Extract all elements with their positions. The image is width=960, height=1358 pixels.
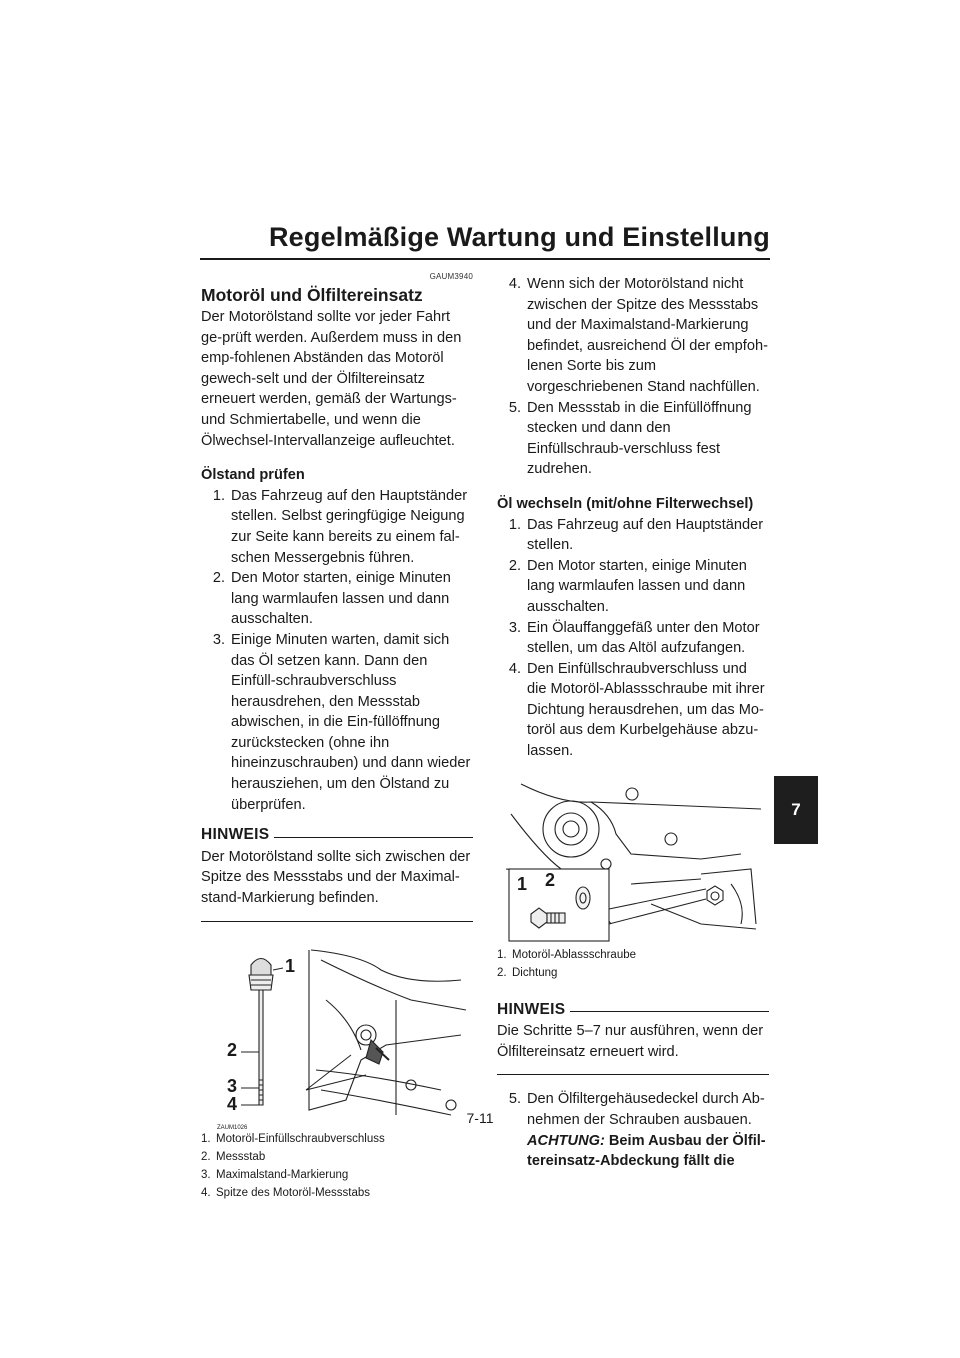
note-label: HINWEIS xyxy=(201,826,270,844)
caption-item: 3. Maximalstand-Markierung xyxy=(201,1168,349,1181)
note-header xyxy=(497,1000,769,1021)
warning-label: ACHTUNG: xyxy=(527,1132,605,1149)
callout-1: 1 xyxy=(285,955,296,976)
caption-item: 4. Spitze des Motoröl-Messstabs xyxy=(201,1186,371,1199)
caption-item: 2. Dichtung xyxy=(497,966,558,979)
callout-1: 1 xyxy=(517,873,528,894)
note-text: Die Schritte 5–7 nur ausführen, wenn der Ölfiltereinsatz erneuert wird. xyxy=(497,1023,764,1060)
change-heading: Öl wechseln (mit/ohne Filterwechsel) xyxy=(497,495,754,512)
intro-paragraph: Der Motorölstand sollte vor jeder Fahrt ge-prüft werden. Außerdem muss in den emp-fohlenen Abständen das Motoröl gewech-selt und der Ölfiltereinsatz erneuert werden, gemäß der Wartungs- und Schmiertabelle, und wenn die Ölwechsel-Intervallanzeige aufleuchtet. xyxy=(201,309,462,449)
filter-steps xyxy=(497,1089,769,1171)
list-item: 4. Den Einfüllschraubverschluss und die Motoröl-Ablassschraube mit ihrer Dichtung herausdrehen, um das Mo-toröl aus dem Kurbelgehäuse abzu-lassen. xyxy=(508,660,765,760)
drain-bolt-caption xyxy=(497,946,769,982)
header-rule xyxy=(200,258,770,260)
drain-bolt-figure xyxy=(501,774,763,944)
list-item: 2. Den Motor starten, einige Minuten lang warmlaufen lassen und dann ausschalten. xyxy=(508,557,747,615)
check-steps xyxy=(201,486,473,816)
callout-4: 4 xyxy=(227,1093,238,1114)
caption-item: 1. Motoröl-Einfüllschraubverschluss xyxy=(201,1132,385,1145)
list-item: 5. Den Ölfiltergehäusedeckel durch Ab-nehmen der Schrauben ausbauen. ACHTUNG: Beim Ausbau der Ölfil-tereinsatz-Abdeckung fällt die xyxy=(508,1091,766,1170)
note-end-rule xyxy=(497,1074,769,1075)
chapter-tab: 7 xyxy=(774,776,818,844)
dipstick-illustration xyxy=(211,940,473,1128)
callout-2: 2 xyxy=(227,1039,238,1060)
note-text: Der Motorölstand sollte sich zwischen der Spitze des Messstabs und der Maximal-stand-Markierung befinden. xyxy=(201,848,471,907)
list-item: 2. Den Motor starten, einige Minuten lang warmlaufen lassen und dann ausschalten. xyxy=(212,570,451,628)
section-title: Motoröl und Ölfiltereinsatz xyxy=(201,285,423,305)
list-item: 4. Wenn sich der Motorölstand nicht zwischen der Spitze des Messstabs und der Maximalstand-Markierung befindet, ausreichend Öl der empfoh-lenen Sorte bis zum vorgeschriebenen Stand nachfüllen. xyxy=(508,276,768,395)
note-end-rule xyxy=(201,921,473,922)
right-column xyxy=(497,274,769,1172)
note-label: HINWEIS xyxy=(497,1000,566,1018)
note-header xyxy=(201,825,473,846)
page-header-title: Regelmäßige Wartung und Einstellung xyxy=(268,222,770,252)
list-item: 1. Das Fahrzeug auf den Hauptständer stellen. xyxy=(508,516,764,554)
note-rule xyxy=(274,837,473,838)
caption-item: 1. Motoröl-Ablassschraube xyxy=(497,948,637,961)
warning-text: Beim Ausbau der Ölfil-tereinsatz-Abdeckung fällt die xyxy=(527,1132,766,1170)
list-item: 1. Das Fahrzeug auf den Hauptständer stellen. Selbst geringfügige Neigung zur Seite kann bereits zu einem fal-schen Messergebnis führen. xyxy=(212,487,468,566)
list-item: 3. Einige Minuten warten, damit sich das Öl setzen kann. Dann den Einfüll-schraubverschluss herausdrehen, den Messstab abwischen, in die Ein-füllöffnung zurückstecken (ohne ihn hineinzuschrauben) und dann wieder herausziehen, um den Ölstand zu überprüfen. xyxy=(212,631,471,813)
figure-code: ZAUM1026 xyxy=(217,1124,248,1131)
check-steps-continued xyxy=(497,274,769,480)
check-heading: Ölstand prüfen xyxy=(201,467,305,484)
note-rule xyxy=(570,1011,769,1012)
change-steps xyxy=(497,515,769,762)
caption-item: 2. Messstab xyxy=(201,1150,266,1163)
callout-3: 3 xyxy=(227,1075,238,1096)
section-code: GAUM3940 xyxy=(429,272,473,281)
left-column xyxy=(201,272,473,1202)
drain-bolt-illustration xyxy=(501,774,763,944)
page-number: 7-11 xyxy=(466,1110,494,1126)
dipstick-caption xyxy=(201,1130,473,1202)
list-item: 3. Ein Ölauffanggefäß unter den Motor stellen, um das Altöl aufzufangen. xyxy=(508,619,760,657)
dipstick-figure xyxy=(211,940,473,1131)
list-item: 5. Den Messstab in die Einfüllöffnung stecken und dann den Einfüllschraub-verschluss fest zudrehen. xyxy=(508,399,752,478)
callout-2: 2 xyxy=(545,869,556,890)
